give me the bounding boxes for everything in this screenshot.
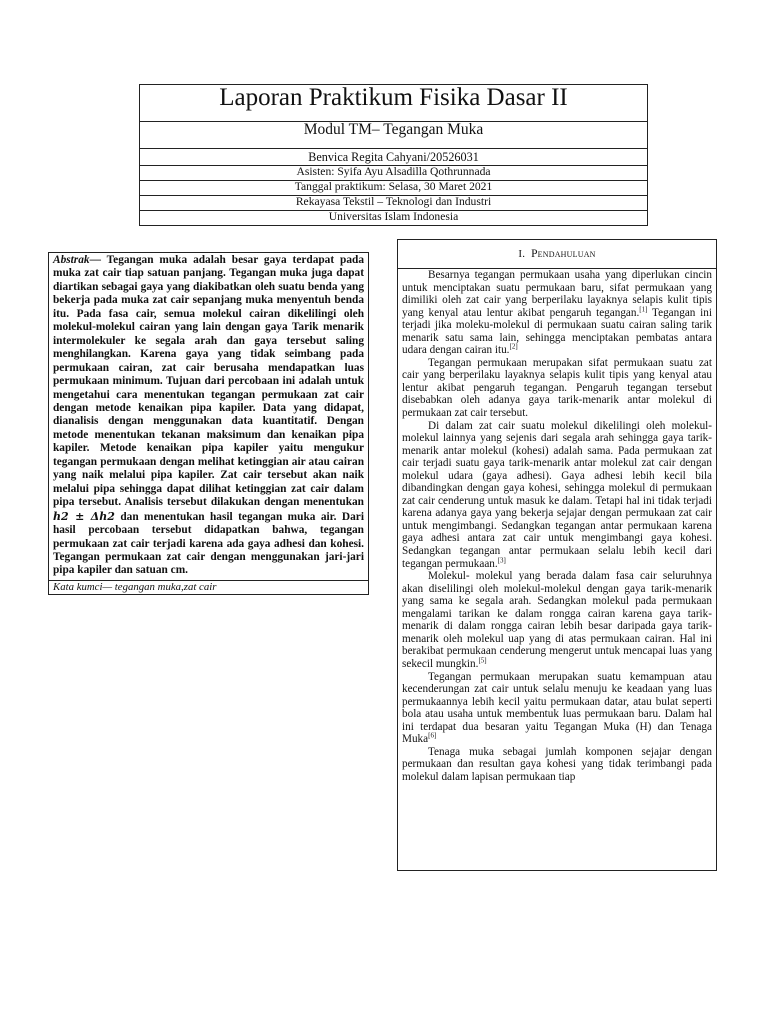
citation: [3]: [497, 555, 506, 564]
abstract-formula: h2 ± Δh2: [53, 509, 115, 523]
citation: [5]: [478, 656, 487, 665]
paragraph: [402, 671, 712, 746]
university-line: Universitas Islam Indonesia: [328, 210, 459, 223]
abstract-dash: —: [89, 254, 107, 266]
paragraph-text: Tegangan permukaan merupakan suatu kemampuan atau kecenderungan zat cair untuk selalu menuju ke keadaan yang luas permukaannya lebih kecil yaitu permukaan datar, atau bulat seperti bola atau usaha untuk membentuk luas permukaan baru. Dalam hal ini terdapat dua besaran yaitu Tegangan Muka (H) dan Tenaga Muka: [402, 670, 712, 746]
paragraph: [402, 570, 712, 670]
section-number: I.: [518, 248, 526, 260]
date-line: Tanggal praktikum: Selasa, 30 Maret 2021: [140, 181, 647, 196]
abstract-text-part-1: Tegangan muka adalah besar gaya terdapat pada muka zat cair tiap satuan panjang. Tegangan muka juga dapat diartikan sebagai gaya yang diakibatkan oleh suatu benda yang bekerja pada muka zat cair sepanjang muka menyentuh benda itu. Pada fasa cair, semua molekul cairan dikelilingi oleh molekul-molekul cairan yang lain dengan gaya Tarik menarik intermolekuler ke segala arah dan gaya tersebut saling menghilangkan. Karena gaya yang tidak seimbang pada permukaan cairan, zat cair berusaha mendapatkan luas permukaan minimum. Tujuan dari percobaan ini adalah untuk mengetahui cara menentukan tegangan permukaan zat cair dengan metode kenaikan pipa kapiler. Data yang didapat, dianalisis dengan menggunakan data kuantitatif. Dengan metode menentukan tekanan maksimum dan kenaikan pipa kapiler. Metode kenaikan pipa kapiler yaitu mengukur tegangan permukaan dengan melihat ketinggian air atau cairan yang naik melalui pipa kapiler. Zat cair tersebut akan naik melalui pipa sehingga dapat dilihat ketinggian zat cair dalam pipa tersebut. Analisis tersebut dilakukan dengan menentukan: [53, 254, 364, 509]
report-header: [139, 84, 648, 226]
citation: [2]: [509, 342, 518, 351]
keywords: Kata kumci— tegangan muka,zat cair: [49, 580, 368, 594]
citation: [1]: [639, 304, 648, 313]
paragraph: [402, 269, 712, 357]
abstract-box: [48, 252, 369, 595]
section-heading: [398, 240, 716, 269]
paragraph: Tegangan permukaan merupakan sifat permukaan suatu zat cair yang berperilaku layaknya selapis kulit tipis yang kenyal atau lentur akibat pengaruh tegangan. Pengaruh tegangan tersebut disebabkan oleh adanya gaya tarik-menarik antar molekul di permukaan zat cair tersebut.: [402, 356, 712, 420]
section-body: [398, 269, 716, 870]
paragraph: [402, 420, 712, 571]
abstract-label: Abstrak: [53, 254, 90, 266]
module-title: Modul TM– Tegangan Muka: [140, 122, 647, 149]
abstract-text-part-2: dan menentukan hasil tegangan muka air. Dari hasil percobaan tersebut didapatkan bahwa, tegangan permukaan zat cair terjadi karena ada gaya adhesi dan kohesi. Tegangan permukaan zat cair dengan menggunakan jari-jari pipa kapiler dan satuan cm.: [53, 510, 364, 577]
report-title: Laporan Praktikum Fisika Dasar II: [140, 85, 647, 122]
paragraph-text: Molekul- molekul yang berada dalam fasa cair seluruhnya akan diselilingi oleh molekul-molekul dengan gaya tarik-menarik yang sama ke segala arah. Sedangkan molekul pada permukaan mengalami tarikan ke dalam rongga cairan karena gaya tarik-menarik di dalam rongga cairan lebih besar daripada gaya tarik-menarik oleh molekul uap yang di atas permukaan cairan. Hal ini berakibat permukaan cenderung mengerut untuk mencapai luas yang sekecil mungkin.: [402, 570, 712, 670]
assistant-line: Asisten: Syifa Ayu Alsadilla Qothrunnada: [140, 166, 647, 181]
program-line: Rekayasa Tekstil – Teknologi dan Industri: [140, 196, 647, 211]
citation: [6]: [428, 731, 437, 740]
paragraph: Tenaga muka sebagai jumlah komponen sejajar dengan permukaan dan resultan gaya kohesi yang tidak terimbangi pada molekul dalam lapisan permukaan tiap: [402, 745, 712, 783]
introduction-section: [397, 239, 717, 871]
section-title: Pendahuluan: [531, 248, 596, 260]
author-line: Benvica Regita Cahyani/20526031: [140, 149, 647, 166]
paragraph-text: Di dalam zat cair suatu molekul dikelilingi oleh molekul-molekul lainnya yang sejenis dari segala arah sehingga gaya tarik-menarik antar molekul (kohesi) adalah sama. Pada permukaan zat cair terjadi suatu gaya tarik-menarik antar molekul zat cair dengan molekul udara (gaya adhesi). Gaya adhesi lebih kecil bila dibandingkan dengan gaya kohesi, sehingga molekul di permukaan zat cair cenderung untuk masuk ke dalam. Tetapi hal ini tidak terjadi karena adanya gaya yang bekerja sejajar dengan permukaan zat cair untuk mengimbangi. Sedangkan tegangan antar permukaan karena gaya adhesi antara zat cair untuk mengimbangi gaya kohesi. Sedangkan tegangan antar permukaan selalu lebih kecil dari tegangan permukaan.: [402, 419, 712, 570]
paragraph-text: Tegangan ini terjadi jika moleku-molekul di permukaan suatu cairan saling tarik menarik satu sama lain, sehingga menciptakan pembatas antara udara dengan cairan itu.: [402, 306, 712, 357]
abstract-text: [49, 253, 368, 580]
paragraph-text: Besarnya tegangan permukaan usaha yang diperlukan cincin untuk menciptakan suatu permukaan baru, sifat permukaan yang dimiliki oleh zat cair yang berperilaku layaknya selapis kulit tipis yang kenyal atau lentur akibat pengaruh tegangan.: [402, 269, 712, 319]
